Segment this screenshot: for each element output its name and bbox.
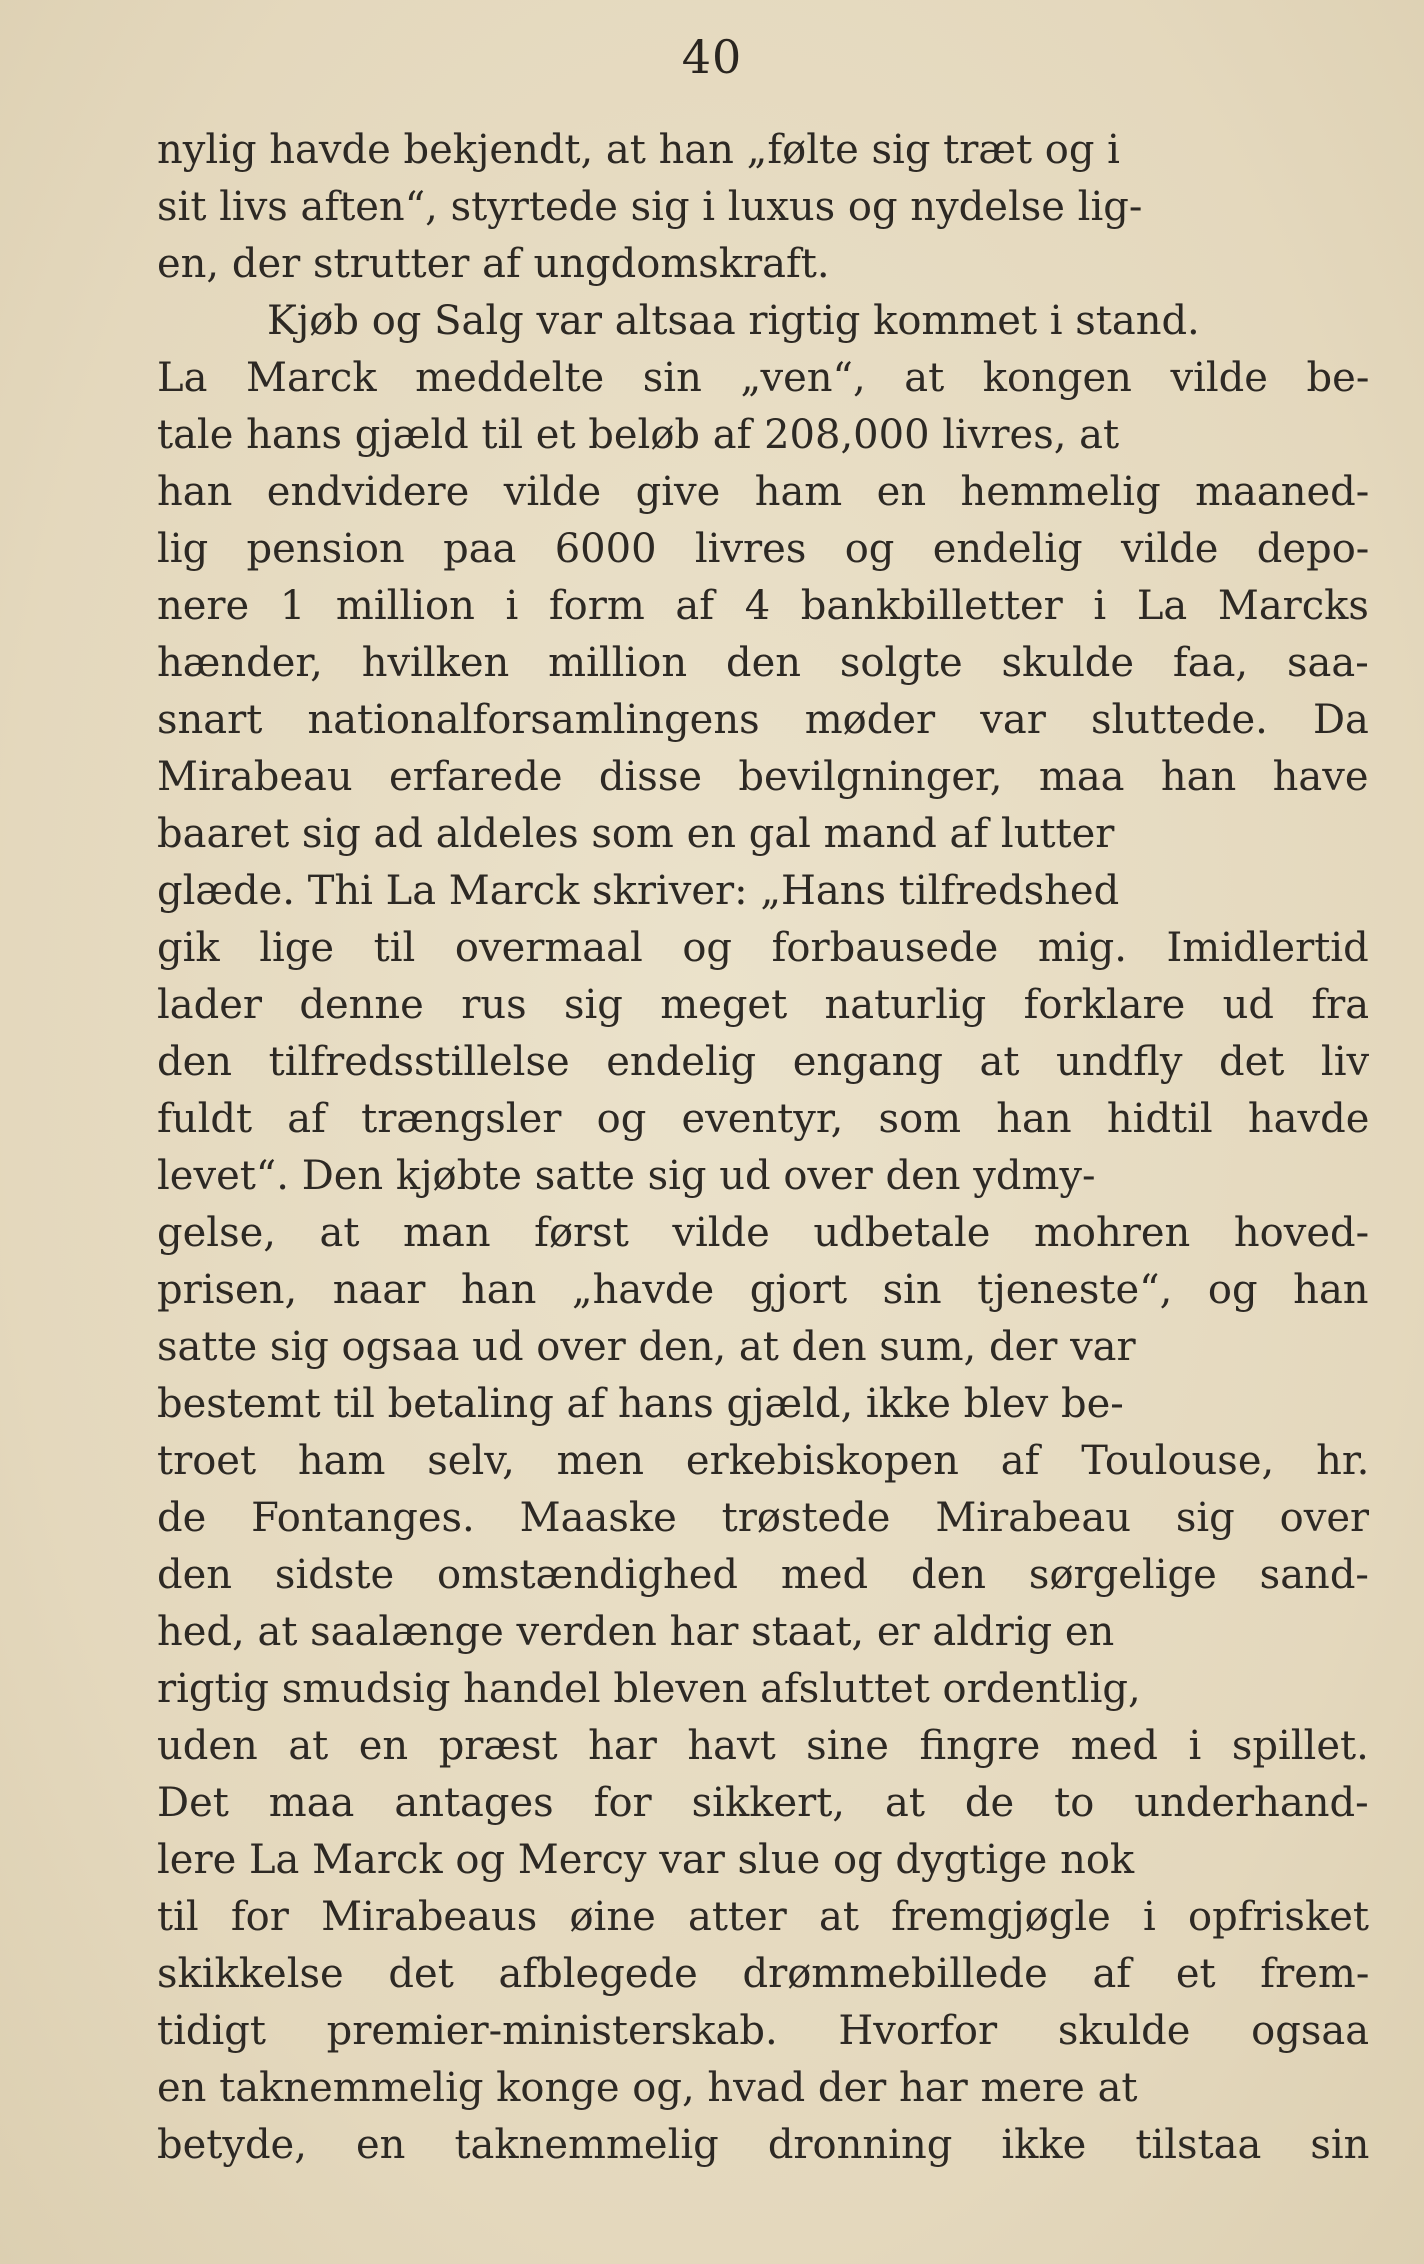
- text-line: tidigt premier-ministerskab. Hvorfor skulde ogsaa: [157, 2008, 1369, 2054]
- text-line: prisen, naar han „havde gjort sin tjeneste“, og han: [157, 1267, 1369, 1313]
- body-text: [157, 122, 1369, 2174]
- text-line: troet ham selv, men erkebiskopen af Toulouse, hr.: [157, 1438, 1369, 1484]
- text-line: hed, at saalænge verden har staat, er aldrig en: [157, 1609, 1115, 1655]
- text-line: de Fontanges. Maaske trøstede Mirabeau sig over: [157, 1495, 1369, 1541]
- text-line: Det maa antages for sikkert, at de to underhand-: [157, 1780, 1369, 1826]
- text-line: La Marck meddelte sin „ven“, at kongen vilde be-: [157, 355, 1369, 401]
- text-line: nere 1 million i form af 4 bankbilletter i La Marcks: [157, 583, 1369, 629]
- text-line: en, der strutter af ungdomskraft.: [157, 241, 830, 287]
- text-line: levet“. Den kjøbte satte sig ud over den ydmy-: [157, 1153, 1096, 1199]
- text-line: rigtig smudsig handel bleven afsluttet ordentlig,: [157, 1666, 1141, 1712]
- text-line: uden at en præst har havt sine fingre med i spillet.: [157, 1723, 1369, 1769]
- text-line: en taknemmelig konge og, hvad der har mere at: [157, 2065, 1138, 2111]
- text-line: lader denne rus sig meget naturlig forklare ud fra: [157, 982, 1369, 1028]
- text-line: satte sig ogsaa ud over den, at den sum, der var: [157, 1324, 1136, 1370]
- text-line: Mirabeau erfarede disse bevilgninger, maa han have: [157, 754, 1369, 800]
- text-line: til for Mirabeaus øine atter at fremgjøgle i opfrisket: [157, 1894, 1369, 1940]
- text-line: betyde, en taknemmelig dronning ikke tilstaa sin: [157, 2122, 1369, 2168]
- text-line: gik lige til overmaal og forbausede mig. Imidlertid: [157, 925, 1369, 971]
- text-line: nylig havde bekjendt, at han „følte sig træt og i: [157, 127, 1120, 173]
- text-line: hænder, hvilken million den solgte skulde faa, saa-: [157, 640, 1369, 686]
- text-line: den tilfredsstillelse endelig engang at undfly det liv: [157, 1039, 1369, 1085]
- text-line: lig pension paa 6000 livres og endelig vilde depo-: [157, 526, 1369, 572]
- text-line: bestemt til betaling af hans gjæld, ikke blev be-: [157, 1381, 1124, 1427]
- text-line: tale hans gjæld til et beløb af 208,000 livres, at: [157, 412, 1120, 458]
- text-line: lere La Marck og Mercy var slue og dygtige nok: [157, 1837, 1135, 1883]
- text-line: han endvidere vilde give ham en hemmelig maaned-: [157, 469, 1369, 515]
- text-line: snart nationalforsamlingens møder var sluttede. Da: [157, 697, 1369, 743]
- page-number: 40: [681, 30, 743, 84]
- text-line: fuldt af trængsler og eventyr, som han hidtil havde: [157, 1096, 1369, 1142]
- text-line: den sidste omstændighed med den sørgelige sand-: [157, 1552, 1369, 1598]
- text-line: skikkelse det afblegede drømmebillede af et frem-: [157, 1951, 1369, 1997]
- text-line: baaret sig ad aldeles som en gal mand af lutter: [157, 811, 1115, 857]
- text-line: glæde. Thi La Marck skriver: „Hans tilfredshed: [157, 868, 1120, 914]
- text-line: gelse, at man først vilde udbetale mohren hoved-: [157, 1210, 1369, 1256]
- text-line: Kjøb og Salg var altsaa rigtig kommet i stand.: [267, 298, 1200, 344]
- text-line: sit livs aften“, styrtede sig i luxus og nydelse lig-: [157, 184, 1143, 230]
